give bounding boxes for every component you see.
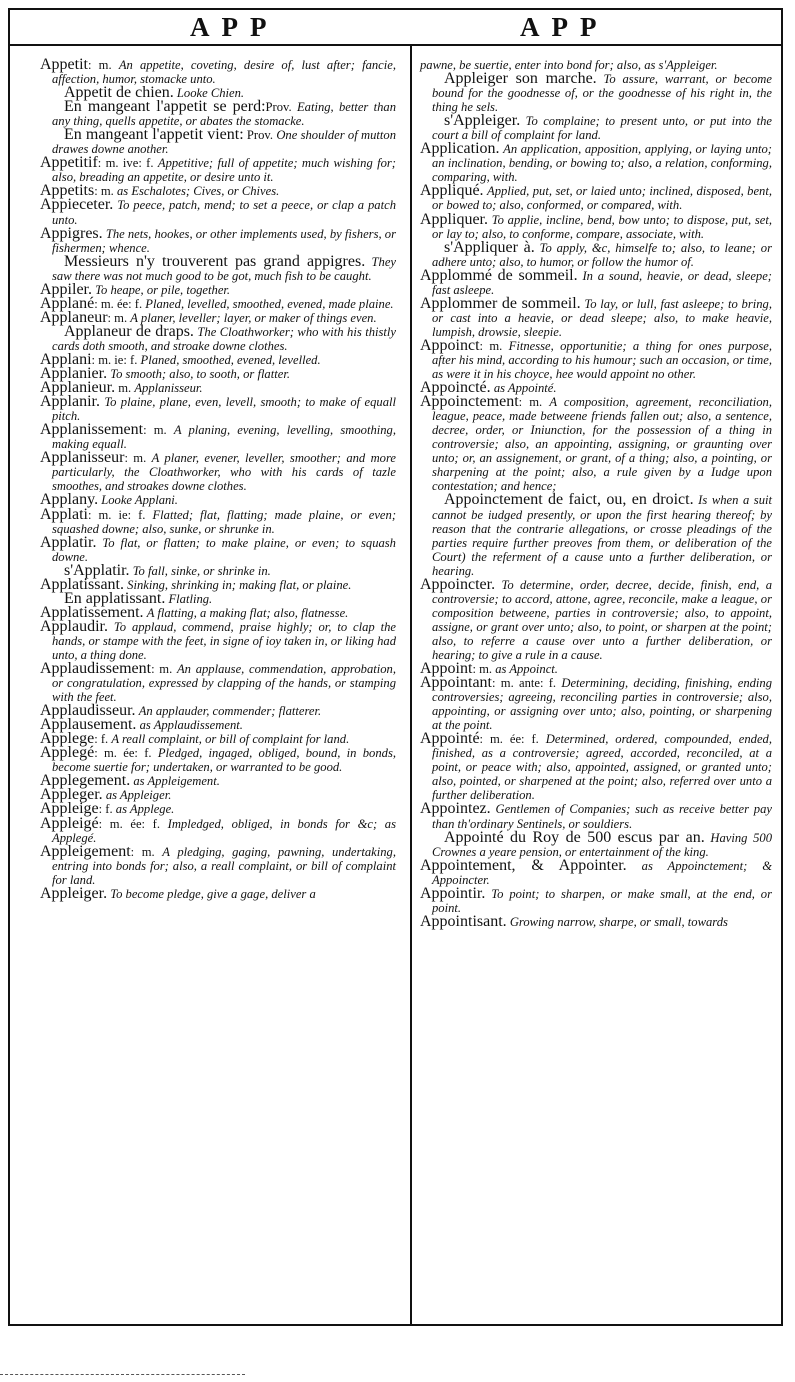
headword: Appleige (40, 800, 99, 818)
headword: Appointé (420, 730, 480, 748)
headword: Appigres. (40, 224, 103, 242)
definition: A planer, evener, leveller, smoother; and more particularly, the Cloathworker, who with his cards of tazle smoothes, and stroakes downe clothes. (52, 451, 396, 494)
definition: An applauder, commender; flatterer. (138, 704, 322, 719)
headword: Appetits (40, 182, 95, 200)
definition: Applied, put, set, or laied unto; inclined, disposed, bent, or bowed to; also, conformed, or compared, with. (432, 184, 772, 213)
definition: Pledged, ingaged, obliged, bound, in bonds, become suertie for; undertaken, or warranted to be good. (52, 746, 396, 775)
definition: Planed, smoothed, evened, levelled. (140, 352, 321, 367)
headword: Applatissant. (40, 575, 124, 593)
dictionary-entry (420, 336, 772, 382)
definition: as Appoinctement; & Appoincter. (432, 858, 773, 887)
dictionary-entry (420, 912, 772, 930)
grammar-note: m. (115, 381, 135, 396)
grammar-note: : m. (107, 310, 131, 325)
headword: Applaudisseur. (40, 702, 136, 720)
headword: Appetit de chien. (64, 84, 174, 102)
definition: To smooth; also, to sooth, or flatter. (110, 367, 290, 382)
grammar-note: : m. (143, 423, 174, 438)
definition: Gentlemen of Companies; such as receive better pay than th'ordinary Sentinels, or souldiers. (432, 802, 772, 831)
running-head-right: APP (520, 12, 609, 42)
headword: Appetitif (40, 154, 98, 172)
headword: Appoinct (420, 336, 480, 354)
dictionary-entry (420, 884, 773, 915)
dictionary-entry (40, 451, 396, 493)
dictionary-entry (420, 294, 772, 339)
headword: Appointisant. (420, 912, 507, 930)
headword: Applanissement (40, 421, 144, 439)
dictionary-entry (420, 732, 772, 802)
grammar-note: : f. (94, 732, 112, 747)
dictionary-entry (420, 575, 772, 662)
headword: Applegement. (40, 772, 131, 790)
dictionary-entry (40, 395, 396, 423)
definition: A pledging, gaging, pawning, undertaking, entring into bonds for; also, a reall complaint, or bill of complaint for land. (52, 844, 397, 887)
definition: To heape, or pile, together. (95, 282, 231, 297)
definition: A flatting, a making flat; also, flatnesse. (146, 605, 349, 620)
headword: Applausement. (40, 716, 137, 734)
dictionary-entry (40, 100, 396, 128)
definition: A planer, leveller; layer, or maker of things even. (130, 310, 377, 325)
definition: Is when a suit cannot be iudged presently, or upon the first hearing thereof; by reason that the contrarie allegations, or crosse pleadings of the parties require further preoves from them, or deliberation of the Court) the referment of a cause unto a further deliberation, or hearing. (432, 493, 772, 578)
dictionary-entry (40, 493, 396, 507)
definition: To determine, order, decree, decide, finish, end, a controversie; to accord, attone, agree, reconcile, make a league, or composition betweene, parties in controversie; also, to appoint, assigne, or grant over unto; also, to point, or sharpen at the point; also, to referre a cause over unto a further deliberation, or hearing; to give a rule in a cause. (432, 577, 772, 662)
grammar-note: : m. (518, 395, 550, 410)
definition: Determining, deciding, finishing, ending controversies; agreeing, reconciling parties in controversie; also, appointing, or assigning over unto; also, pointing, or sharpening at the point. (432, 676, 773, 733)
headword: Applaneur (40, 308, 108, 326)
headword: Applommer de sommeil. (420, 294, 581, 312)
headword: s'Appleiger. (444, 112, 521, 130)
headword: Appetit (40, 56, 88, 73)
definition: A reall complaint, or bill of complaint for land. (111, 732, 350, 747)
headword: Appleiger son marche. (444, 70, 597, 88)
headword: Applommé de sommeil. (420, 266, 578, 284)
grammar-note: : m. ie: f. (88, 507, 153, 522)
dictionary-entry (40, 662, 396, 704)
headword: Messieurs n'y trouverent pas grand appigres. (64, 252, 366, 270)
definition: A planing, evening, levelling, smoothing, making equall. (52, 423, 396, 452)
headword: Applaudissement (40, 660, 152, 678)
dictionary-entry (420, 266, 772, 297)
headword: En mangeant l'appetit se perd: (64, 98, 266, 116)
dictionary-entry (40, 423, 396, 451)
definition: Flatted; flat, flatting; made plaine, or even; squashed downe; also, sunke, or shrunke in. (52, 507, 397, 536)
definition: To assure, warrant, or become bound for the goodnesse of, or the goodnesse of his right in, the thing he sels. (432, 72, 772, 115)
dictionary-entry (40, 198, 396, 226)
grammar-note: : m. ée: f. (94, 296, 146, 311)
headword: Applané (40, 294, 95, 312)
headword: s'Appliquer à. (444, 238, 535, 256)
dictionary-entry (40, 156, 396, 184)
right-column (420, 58, 772, 929)
headword: Appleigement (40, 842, 131, 860)
definition: To apply, &c, himselfe to; also, to leane; or adhere unto; also, to humor, or follow the humor of. (432, 240, 772, 269)
definition: Looke Chien. (176, 86, 245, 101)
headword: En applatissant. (64, 589, 166, 607)
dictionary-entry (420, 238, 772, 269)
headword: Appoincté. (420, 379, 491, 397)
grammar-note: : m. ée: f. (479, 732, 546, 747)
grammar-note: : m. (88, 58, 119, 72)
footer-rule (0, 1374, 245, 1375)
headword: Appleger. (40, 786, 103, 804)
definition: as Applaudissement. (139, 718, 243, 733)
grammar-note: : m. (94, 184, 117, 199)
column-divider (410, 44, 412, 1326)
definition: To point; to sharpen, or make small, at the end, or point. (432, 886, 773, 915)
grammar-note: Prov. (243, 128, 277, 143)
headword: Appleiger. (40, 884, 108, 902)
definition: One shoulder of mutton drawes downe another. (52, 128, 396, 157)
headword: Applany. (40, 491, 99, 509)
headword: En mangeant l'appetit vient: (64, 126, 244, 144)
headword: Applege (40, 730, 95, 748)
headword: Appoinctement (420, 393, 519, 411)
headword: Appliquer. (420, 210, 488, 228)
headword: Applaudir. (40, 617, 108, 635)
definition: as Appointé. (493, 381, 557, 396)
headword: Applanieur. (40, 379, 116, 397)
headword: Appointez. (420, 800, 491, 818)
dictionary-entry (40, 505, 397, 536)
grammar-note: : m. ante: f. (492, 676, 562, 691)
grammar-note: Prov. (265, 100, 297, 115)
dictionary-entry (40, 58, 396, 86)
headword: Appleigé (40, 814, 99, 832)
headword: Applanier. (40, 365, 108, 383)
definition: They saw there was not much good to be got, much fish to be caught. (52, 254, 396, 283)
grammar-note: : m. ée: f. (98, 816, 168, 831)
definition: A composition, agreement, reconciliation, league, peace, made betweene friends fallen out; also, a sentence, decree, order, or Iniunction, for the possession of a thing in controversie; also, an appointing, assigning, or graunting over unto; or, an assignement, or grant, of a thing; also, a pointing, or sharpening at the point; also, a rule given by a Iudge upon contestation; and hence; (432, 395, 772, 494)
definition: To applaud, commend, praise highly; or, to clap the hands, or stampe with the feet, in signe of ioy taken in, or liking had unto, a thing done. (52, 619, 397, 662)
definition: Planed, levelled, smoothed, evened, made plaine. (145, 296, 394, 311)
definition: Fitnesse, opportunitie; a thing for ones purpose, after his mind, according to his humour; such an occasion, or time, as were it in his choyce, hee would appoint no other. (432, 338, 772, 382)
grammar-note: : m. ive: f. (97, 156, 158, 171)
definition: Determined, ordered, compounded, ended, finished, as a controversie; agreed, accorded, reconciled, at a point, or peace with; also, appointed, assigned, or granted unto; also, pointed, or sharpened at the point; also, referred over unto a further deliberation. (432, 732, 772, 803)
definition: An appetite, coveting, desire of, lust after; fancie, affection, humor, stomacke unto. (52, 58, 396, 87)
definition: To become pledge, give a gage, deliver a (110, 886, 316, 901)
definition: In a sound, heavie, or dead, sleepe; fast asleepe. (432, 268, 772, 297)
headword: Appointement, & Appointer. (420, 856, 627, 874)
dictionary-entry (40, 814, 396, 845)
headword: Appointir. (420, 884, 486, 902)
definition: To peece, patch, mend; to set a peece, or clap a patch unto. (52, 198, 396, 227)
headword: Applati (40, 505, 88, 523)
definition: Applanisseur. (134, 381, 203, 396)
definition: To flat, or flatten; to make plaine, or even; to squash downe. (52, 535, 396, 564)
grammar-note: : m. (124, 451, 152, 466)
definition: To applie, incline, bend, bow unto; to dispose, put, set, or lay to; also, to conforme, compare, associate, with. (432, 212, 772, 241)
definition: The nets, hookes, or other implements used, by fishers, or fishermen; whence. (52, 226, 396, 255)
grammar-note (627, 859, 642, 873)
dictionary-entry (420, 493, 772, 577)
dictionary-entry (40, 224, 396, 255)
headword: s'Applatir. (64, 561, 130, 579)
definition: as Applege. (115, 802, 175, 817)
headword: Appointant (420, 674, 492, 692)
dictionary-entry (420, 114, 772, 142)
dictionary-entry (40, 322, 396, 353)
dictionary-entry (420, 676, 772, 732)
headword: Appoincter. (420, 575, 496, 593)
headword: Appiler. (40, 280, 92, 298)
definition: as Appleiger. (105, 788, 172, 803)
dictionary-entry (40, 842, 397, 887)
header-rule (8, 44, 783, 46)
dictionary-entry (420, 210, 772, 241)
dictionary-entry (40, 252, 396, 283)
definition: Having 500 Crownes a yeare pension, or entertainment of the king. (432, 830, 772, 859)
definition: Growing narrow, sharpe, or small, towards (509, 914, 728, 929)
dictionary-entry (420, 828, 772, 859)
definition: An application, apposition, applying, or laying unto; an inclination, bending, or bowing to; also, a relation, conforming, comparing, with. (432, 142, 772, 185)
left-column (40, 58, 396, 901)
definition: pawne, be suertie, enter into bond for; also, as s'Appleiger. (420, 58, 718, 72)
grammar-note: : m. (151, 662, 177, 677)
definition: An applause, commendation, approbation, or congratulation, expressed by clapping of the hands, or stamping with the feet. (52, 662, 396, 705)
grammar-note: : m. (472, 662, 496, 677)
dictionary-entry (40, 617, 397, 662)
definition: as Eschalotes; Cives, or Chives. (116, 184, 280, 199)
headword: Applani (40, 350, 92, 368)
headword: Appliqué. (420, 182, 484, 200)
definition: To plaine, plane, even, levell, smooth; to make of equall pitch. (52, 395, 396, 424)
headword: Appoint (420, 660, 473, 678)
grammar-note: : f. (98, 802, 116, 817)
headword: Applatissement. (40, 603, 144, 621)
dictionary-entry (420, 184, 772, 212)
headword: Applanisseur (40, 449, 125, 467)
dictionary-entry (40, 128, 396, 156)
dictionary-entry (40, 884, 396, 902)
headword: Appointé du Roy de 500 escus par an. (444, 828, 705, 846)
definition: as Appleigement. (133, 774, 220, 789)
dictionary-entry (420, 142, 772, 184)
dictionary-entry (420, 802, 772, 830)
headword: Appoinctement de faict, ou, en droict. (444, 491, 694, 509)
grammar-note: : m. (130, 844, 163, 859)
running-head-left: APP (190, 12, 279, 42)
definition: The Cloathworker; who with his thistly cards doth smooth, and stroake downe clothes. (52, 324, 396, 353)
definition: To fall, sinke, or shrinke in. (132, 563, 271, 578)
dictionary-entry (420, 395, 772, 493)
grammar-note: : m. ie: f. (91, 352, 141, 367)
headword: Applegé (40, 744, 95, 762)
definition: Eating, better than any thing, quells appetite, or abates the stomacke. (52, 100, 396, 129)
headword: Application. (420, 140, 500, 158)
definition: as Appoinct. (495, 662, 558, 677)
definition: Flatling. (168, 591, 213, 606)
definition: Sinking, shrinking in; making flat, or plaine. (127, 577, 352, 592)
headword: Appieceter. (40, 196, 114, 214)
definition: To lay, or lull, fast asleepe; to bring, or cast into a heavie, or dead sleepe; also, to make heavie, lumpish, drowsie, sleepie. (432, 296, 772, 339)
definition: Looke Applani. (101, 493, 178, 508)
dictionary-entry (40, 746, 396, 774)
headword: Applaneur de draps. (64, 322, 194, 340)
definition: Impledged, obliged, in bonds for &c; as Applegé. (52, 816, 396, 845)
grammar-note (597, 72, 604, 86)
dictionary-entry (420, 72, 772, 114)
grammar-note: : m. (479, 338, 509, 353)
dictionary-entry (420, 856, 773, 887)
definition: To complaine; to present unto, or put into the court a bill of complaint for land. (432, 114, 772, 143)
headword: Applatir. (40, 533, 97, 551)
definition: Appetitive; full of appetite; much wishing for; also, breading an appetite, or desire unto it. (52, 156, 396, 185)
grammar-note: : m. ée: f. (94, 746, 158, 761)
dictionary-entry (40, 533, 396, 564)
headword: Applanir. (40, 393, 100, 411)
